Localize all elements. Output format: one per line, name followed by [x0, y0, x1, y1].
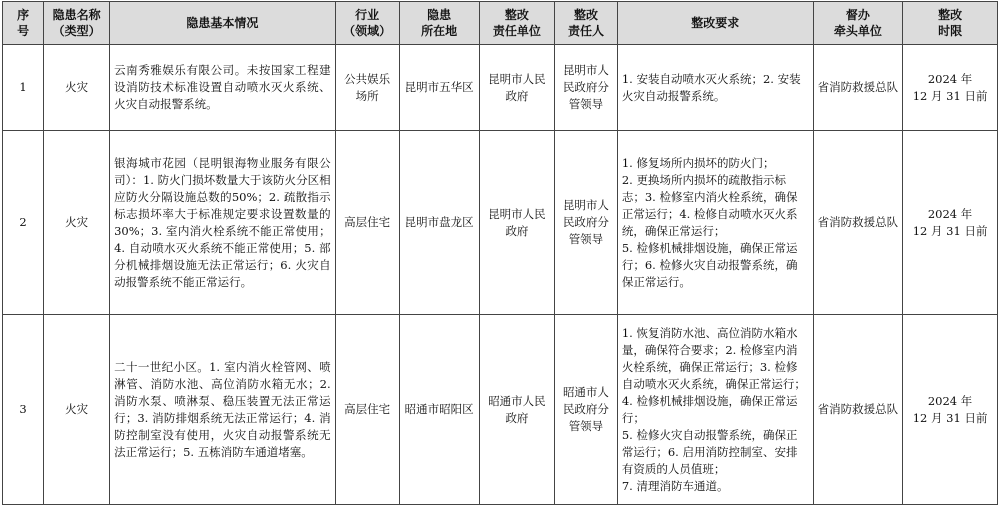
responsible-person: 昆明市人民政府分管领导	[555, 131, 618, 315]
table-row	[3, 45, 998, 131]
hazard-situation: 二十一世纪小区。1. 室内消火栓管网、喷淋管、消防水池、高位消防水箱无水；2. 消防水泵、喷淋泵、稳压装置无法正常运行；3. 消防排烟系统无法正常运行；4. 消防控制室没有使用，火灾自动报警系统无法正常运行；5. 五栋消防车通道堵塞。	[110, 315, 336, 505]
row-number: 2	[3, 131, 44, 315]
hazard-location: 昆明市五华区	[399, 45, 479, 131]
table-row	[3, 315, 998, 505]
col-header-type: 隐患名称 （类型）	[44, 2, 110, 45]
col-header-no: 序 号	[3, 2, 44, 45]
hazard-location: 昭通市昭阳区	[399, 315, 479, 505]
col-header-industry: 行业 （领域）	[335, 2, 399, 45]
col-header-supervisor: 督办 牵头单位	[813, 2, 903, 45]
industry: 高层住宅	[335, 131, 399, 315]
responsible-unit: 昆明市人民政府	[479, 45, 554, 131]
responsible-unit: 昆明市人民政府	[479, 131, 554, 315]
col-header-person: 整改 责任人	[555, 2, 618, 45]
responsible-unit: 昭通市人民政府	[479, 315, 554, 505]
supervising-unit: 省消防救援总队	[813, 45, 903, 131]
hazard-location: 昆明市盘龙区	[399, 131, 479, 315]
industry: 公共娱乐场所	[335, 45, 399, 131]
row-number: 1	[3, 45, 44, 131]
col-header-situation: 隐患基本情况	[110, 2, 336, 45]
col-header-unit: 整改 责任单位	[479, 2, 554, 45]
col-header-requirements: 整改要求	[617, 2, 813, 45]
industry: 高层住宅	[335, 315, 399, 505]
deadline: 2024 年 12 月 31 日前	[903, 45, 998, 131]
rectification-requirements: 1. 修复场所内损坏的防火门； 2. 更换场所内损坏的疏散指示标志；3. 检修室内消火栓系统，确保正常运行；4. 检修自动喷水灭火系统，确保正常运行； 5. 检修机械排烟设施，确保正常运行；6. 检修火灾自动报警系统，确保正常运行。	[617, 131, 813, 315]
hazard-type: 火灾	[44, 315, 110, 505]
header-row	[3, 2, 998, 45]
deadline: 2024 年 12 月 31 日前	[903, 131, 998, 315]
hazard-type: 火灾	[44, 131, 110, 315]
hazard-table	[2, 1, 998, 505]
supervising-unit: 省消防救援总队	[813, 131, 903, 315]
hazard-type: 火灾	[44, 45, 110, 131]
rectification-requirements: 1. 恢复消防水池、高位消防水箱水量，确保符合要求；2. 检修室内消火栓系统，确保正常运行；3. 检修自动喷水灭火系统，确保正常运行；4. 检修机械排烟设施，确保正常运行； 5. 检修火灾自动报警系统，确保正常运行；6. 启用消防控制室、安排有资质的人员值班； 7. 清理消防车通道。	[617, 315, 813, 505]
responsible-person: 昆明市人民政府分管领导	[555, 45, 618, 131]
rectification-requirements: 1. 安装自动喷水灭火系统；2. 安装火灾自动报警系统。	[617, 45, 813, 131]
supervising-unit: 省消防救援总队	[813, 315, 903, 505]
hazard-situation: 云南秀雅娱乐有限公司。未按国家工程建设消防技术标准设置自动喷水灭火系统、火灾自动报警系统。	[110, 45, 336, 131]
row-number: 3	[3, 315, 44, 505]
deadline: 2024 年 12 月 31 日前	[903, 315, 998, 505]
responsible-person: 昭通市人民政府分管领导	[555, 315, 618, 505]
hazard-situation: 银海城市花园（昆明银海物业服务有限公司）：1. 防火门损坏数量大于该防火分区相应防火分隔设施总数的50%；2. 疏散指示标志损坏率大于标准规定要求设置数量的 30%；3. 室内消火栓系统不能正常使用；4. 自动喷水灭火系统不能正常使用；5. 部分机械排烟设施无法正常运行；6. 火灾自动报警系统不能正常运行。	[110, 131, 336, 315]
table-row	[3, 131, 998, 315]
col-header-location: 隐患 所在地	[399, 2, 479, 45]
col-header-deadline: 整改 时限	[903, 2, 998, 45]
